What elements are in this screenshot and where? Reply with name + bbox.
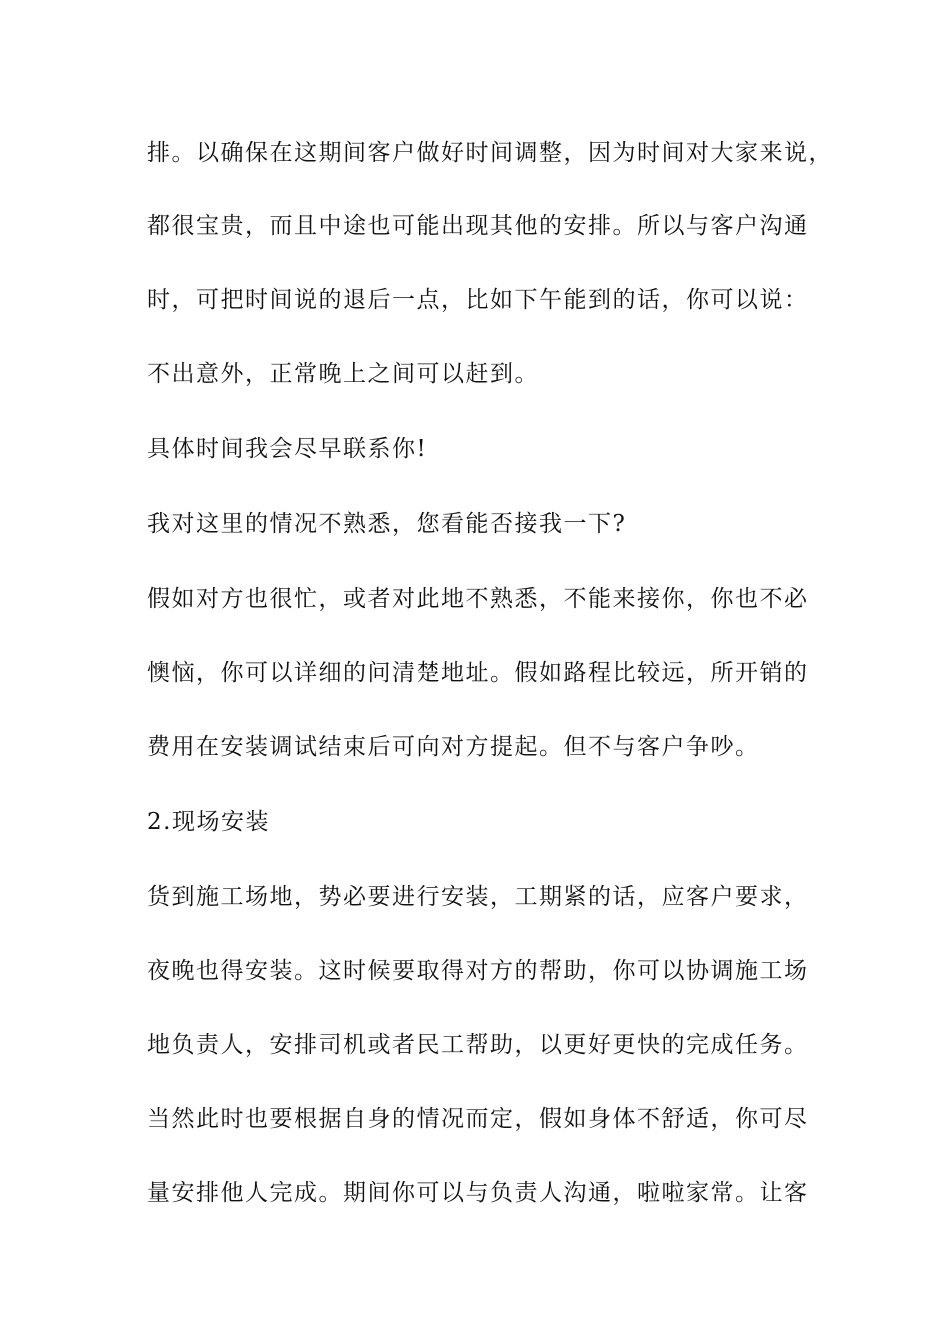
text-line: 不出意外，正常晚上之间可以赶到。	[147, 361, 539, 387]
text-line: 货到施工场地，势必要进行安装，工期紧的话，应客户要求，	[147, 884, 809, 910]
text-line: 都很宝贵，而且中途也可能出现其他的安排。所以与客户沟通	[147, 213, 809, 239]
text-line: 量安排他人完成。期间你可以与负责人沟通，啦啦家常。让客	[147, 1180, 809, 1206]
text-line: 懊恼，你可以详细的问清楚地址。假如路程比较远，所开销的	[147, 660, 809, 686]
text-line: 时，可把时间说的退后一点，比如下午能到的话，你可以说：	[147, 287, 809, 313]
text-line: 具体时间我会尽早联系你!	[147, 436, 428, 462]
text-line: 费用在安装调试结束后可向对方提起。但不与客户争吵。	[147, 734, 760, 760]
text-line: 夜晚也得安装。这时候要取得对方的帮助，你可以协调施工场	[147, 958, 809, 984]
text-line: 当然此时也要根据自身的情况而定，假如身体不舒适，你可尽	[147, 1106, 809, 1132]
text-line: 地负责人，安排司机或者民工帮助，以更好更快的完成任务。	[147, 1032, 809, 1058]
text-line: 假如对方也很忙，或者对此地不熟悉，不能来接你，你也不必	[147, 586, 809, 612]
text-line: 排。以确保在这期间客户做好时间调整，因为时间对大家来说，	[147, 140, 833, 166]
text-line: 我对这里的情况不熟悉，您看能否接我一下?	[147, 511, 627, 537]
section-heading: 2.现场安装	[147, 809, 270, 835]
